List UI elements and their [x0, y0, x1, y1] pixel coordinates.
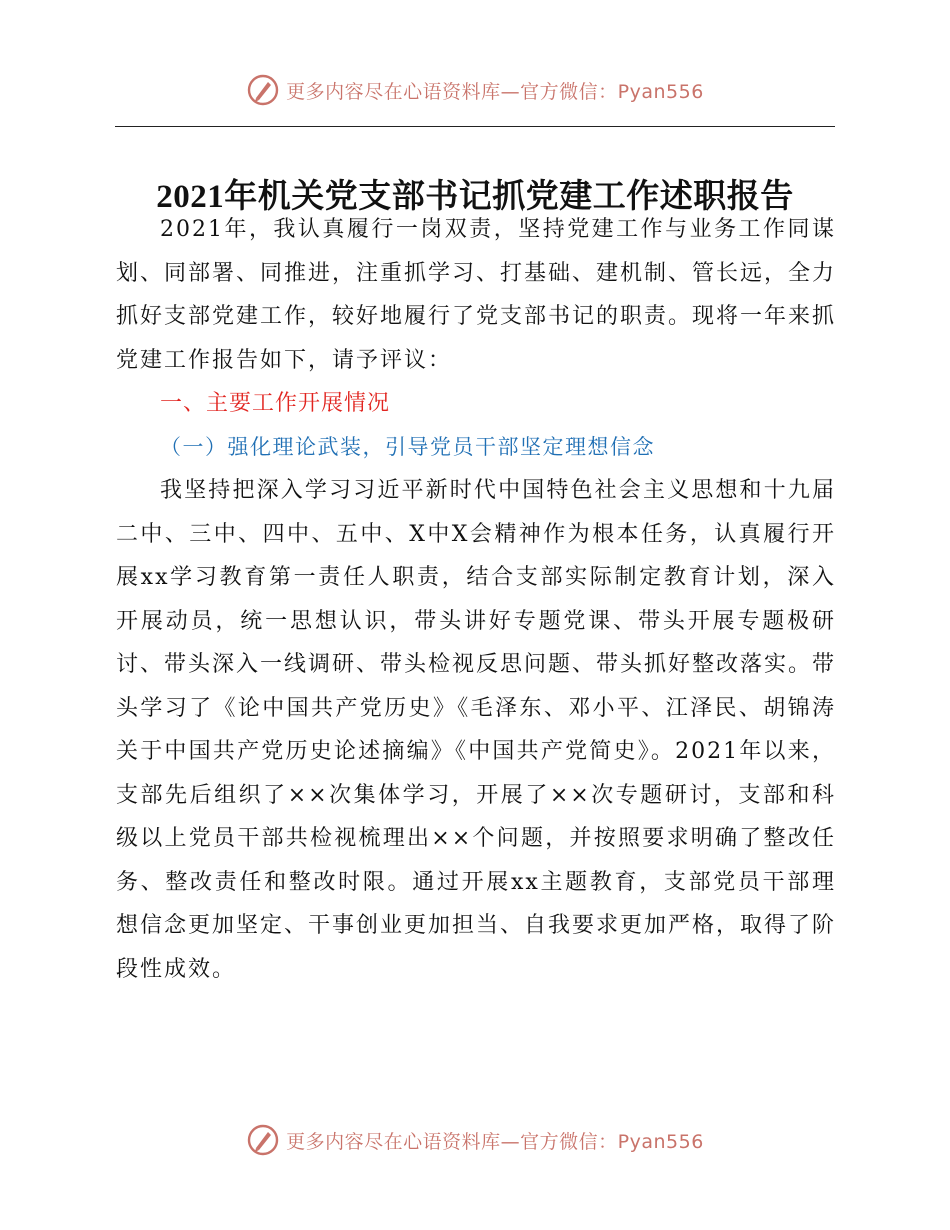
- header-divider: [115, 126, 835, 127]
- watermark-text: 更多内容尽在心语资料库—官方微信：Pyan556: [286, 1130, 704, 1153]
- intro-paragraph: 2021年，我认真履行一岗双责，坚持党建工作与业务工作同谋划、同部署、同推进，注重抓学习、打基础、建机制、管长远，全力抓好支部党建工作，较好地履行了党支部书记的职责。现将一年来抓党建工作报告如下，请予评议：: [116, 217, 837, 373]
- document-title: 2021年机关党支部书记抓党建工作述职报告: [156, 179, 794, 215]
- document-body: [116, 208, 836, 991]
- pen-in-circle-icon: [246, 1123, 280, 1157]
- watermark-header: [0, 70, 950, 110]
- pen-in-circle-icon: [246, 73, 280, 107]
- section-heading: 一、主要工作开展情况: [160, 391, 391, 416]
- subsection-heading: （一）强化理论武装，引导党员干部坚定理想信念: [160, 434, 655, 459]
- watermark-footer: [0, 1120, 950, 1160]
- watermark-text: 更多内容尽在心语资料库—官方微信：Pyan556: [286, 80, 704, 103]
- body-paragraph: 我坚持把深入学习习近平新时代中国特色社会主义思想和十九届二中、三中、四中、五中、X中X会精神作为根本任务，认真履行开展xx学习教育第一责任人职责，结合支部实际制定教育计划，深入开展动员，统一思想认识，带头讲好专题党课、带头开展专题极研讨、带头深入一线调研、带头检视反思问题、带头抓好整改落实。带头学习了《论中国共产党历史》《毛泽东、邓小平、江泽民、胡锦涛关于中国共产党历史论述摘编》《中国共产党简史》。2021年以来，支部先后组织了××次集体学习，开展了××次专题研讨，支部和科级以上党员干部共检视梳理出××个问题，并按照要求明确了整改任务、整改责任和整改时限。通过开展xx主题教育，支部党员干部理想信念更加坚定、干事创业更加担当、自我要求更加严格，取得了阶段性成效。: [116, 478, 837, 982]
